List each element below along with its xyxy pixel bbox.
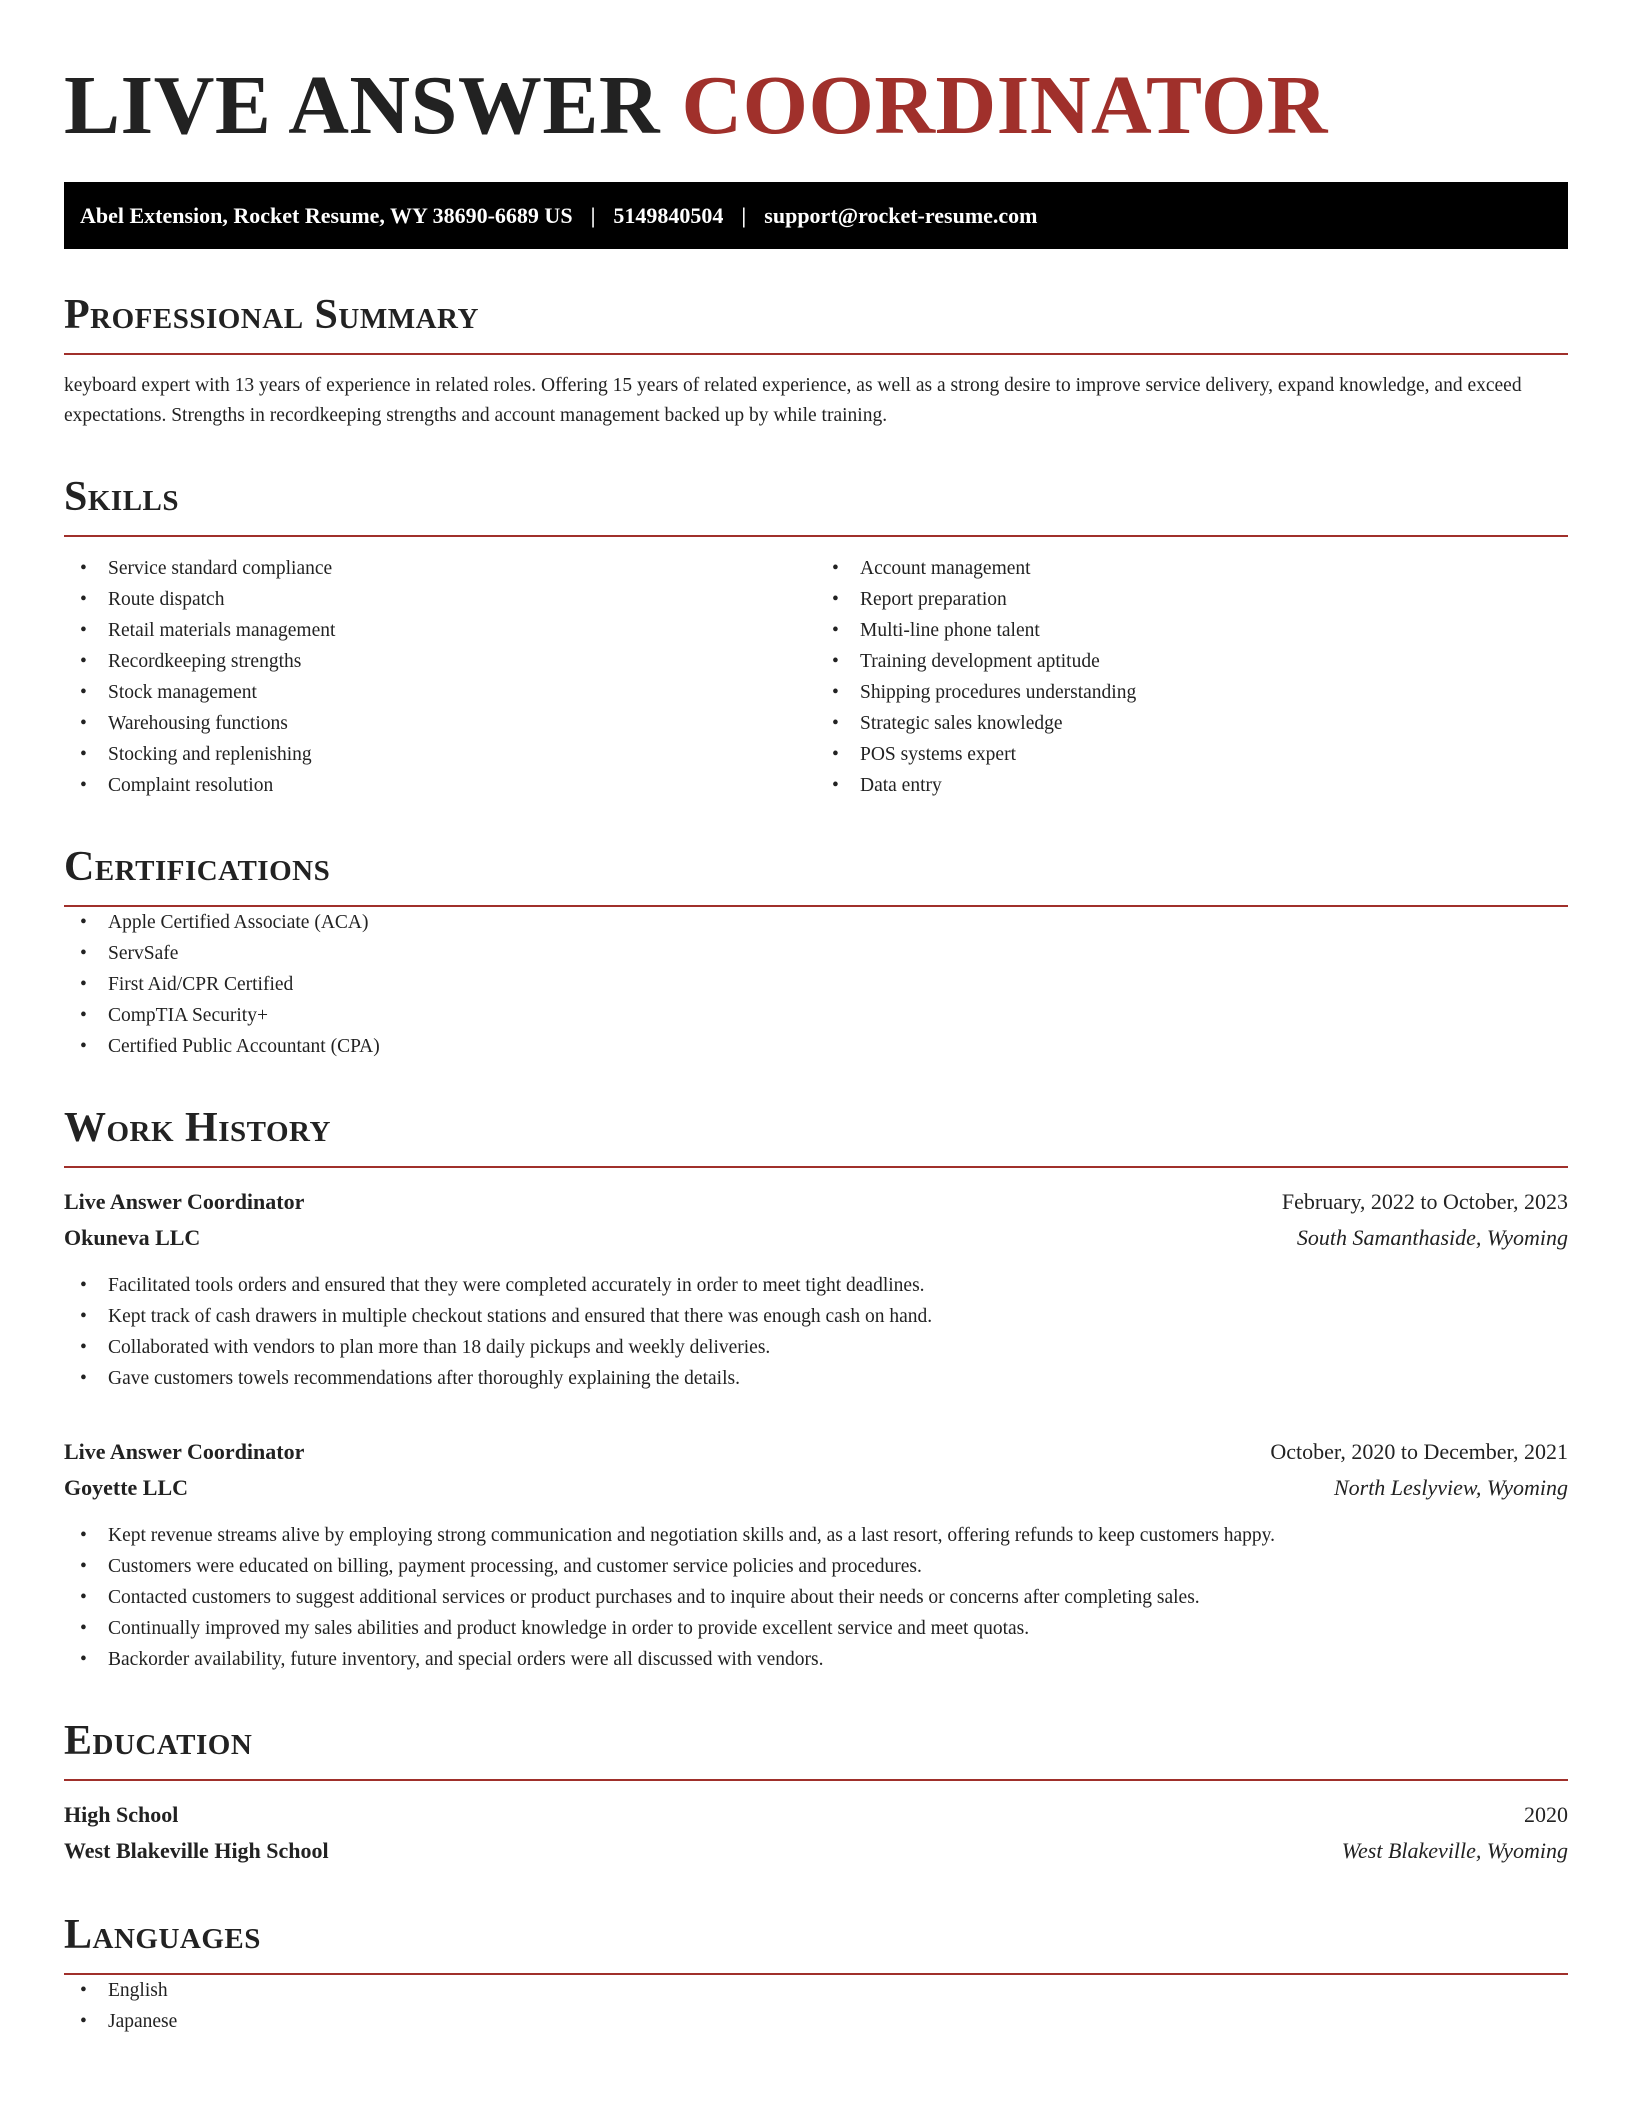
education-location: West Blakeville, Wyoming: [1341, 1838, 1568, 1863]
languages-section: [64, 1911, 1568, 2037]
skill-item-text: Training development aptitude: [860, 651, 1100, 672]
skill-item-text: Retail materials management: [108, 620, 336, 641]
skill-item-text: Stocking and replenishing: [108, 744, 312, 765]
skill-item-text: Stock management: [108, 682, 257, 703]
bullet-icon: •: [80, 1036, 87, 1057]
job-bullet-text: Kept track of cash drawers in multiple checkout stations and ensured that there was enough cash on hand.: [108, 1306, 933, 1327]
skills-section: [64, 473, 1568, 801]
skill-item: [816, 584, 1568, 615]
job-bullets: [64, 1520, 1568, 1675]
skill-item-text: Service standard compliance: [108, 558, 333, 579]
bullet-icon: •: [832, 775, 839, 796]
resume-name: [64, 58, 1568, 154]
certifications-list: [64, 907, 1568, 1062]
bullet-icon: •: [80, 558, 87, 579]
skill-item-text: Complaint resolution: [108, 775, 274, 796]
education-section: [64, 1717, 1568, 1869]
bullet-icon: •: [80, 1368, 87, 1389]
skill-item: [64, 708, 816, 739]
skill-item: [816, 677, 1568, 708]
job-dates: October, 2020 to December, 2021: [1270, 1439, 1568, 1464]
skill-item: [816, 739, 1568, 770]
job-bullet-text: Collaborated with vendors to plan more than 18 daily pickups and weekly deliveries.: [108, 1337, 771, 1358]
bullet-icon: •: [80, 1275, 87, 1296]
bullet-icon: •: [80, 2011, 87, 2032]
job-bullet: [64, 1551, 1568, 1582]
certification-item: [64, 1031, 1568, 1062]
skill-item-text: Route dispatch: [108, 589, 225, 610]
bullet-icon: •: [832, 620, 839, 641]
language-item: [64, 2006, 1568, 2037]
education-degree: High School: [64, 1802, 179, 1827]
contact-separator: |: [741, 202, 747, 228]
bullet-icon: •: [80, 775, 87, 796]
education-entry: [64, 1797, 1568, 1869]
bullet-icon: •: [80, 713, 87, 734]
section-title: Certifications: [64, 843, 1568, 907]
section-title: Professional Summary: [64, 291, 1568, 355]
bullet-icon: •: [80, 1556, 87, 1577]
education-school: West Blakeville High School: [64, 1838, 329, 1863]
certification-item: [64, 938, 1568, 969]
section-title: Education: [64, 1717, 1568, 1781]
certification-item-text: ServSafe: [108, 943, 179, 964]
job-location: North Leslyview, Wyoming: [1333, 1475, 1568, 1500]
bullet-icon: •: [832, 744, 839, 765]
bullet-icon: •: [80, 912, 87, 933]
bullet-icon: •: [80, 651, 87, 672]
skill-item: [816, 708, 1568, 739]
certification-item-text: Apple Certified Associate (ACA): [108, 912, 369, 933]
bullet-icon: •: [832, 589, 839, 610]
job-bullet: [64, 1363, 1568, 1394]
skill-item-text: Report preparation: [860, 589, 1007, 610]
certification-item: [64, 969, 1568, 1000]
summary-text: keyboard expert with 13 years of experience in related roles. Offering 15 years of related experience, as well as a strong desire to improve service delivery, expand knowledge, and exceed expectations. Strengths in recordkeeping strengths and account management backed up by while training.: [64, 375, 1522, 426]
certifications-section: [64, 843, 1568, 1062]
job-bullet-text: Customers were educated on billing, payment processing, and customer service policies and procedures.: [108, 1556, 922, 1577]
skill-item: [816, 553, 1568, 584]
bullet-icon: •: [80, 1306, 87, 1327]
job-company: Goyette LLC: [64, 1475, 189, 1500]
language-item-text: English: [108, 1980, 168, 2001]
skill-item: [816, 770, 1568, 801]
job-bullet-text: Gave customers towels recommendations after thoroughly explaining the details.: [108, 1368, 740, 1389]
skill-item: [64, 553, 816, 584]
job-bullets: [64, 1270, 1568, 1394]
job-entry: [64, 1434, 1568, 1675]
summary-section: [64, 291, 1568, 431]
job-bullet-text: Continually improved my sales abilities and product knowledge in order to provide excellent service and meet quotas.: [108, 1618, 1030, 1639]
bullet-icon: •: [80, 1337, 87, 1358]
skill-item-text: Multi-line phone talent: [860, 620, 1040, 641]
education-year: 2020: [1524, 1802, 1568, 1827]
section-title: Work History: [64, 1104, 1568, 1168]
job-bullet-text: Kept revenue streams alive by employing strong communication and negotiation skills and, as a last resort, offering refunds to keep customers happy.: [108, 1525, 1276, 1546]
certification-item-text: CompTIA Security+: [108, 1005, 268, 1026]
job-bullet-text: Backorder availability, future inventory, and special orders were all discussed with vendors.: [108, 1649, 824, 1670]
skill-item-text: Recordkeeping strengths: [108, 651, 302, 672]
skill-item-text: Account management: [860, 558, 1031, 579]
certification-item-text: First Aid/CPR Certified: [108, 974, 294, 995]
job-bullet: [64, 1301, 1568, 1332]
job-bullet: [64, 1582, 1568, 1613]
certification-item-text: Certified Public Accountant (CPA): [108, 1036, 380, 1057]
skill-item-text: POS systems expert: [860, 744, 1016, 765]
skill-item: [816, 646, 1568, 677]
skill-item: [64, 646, 816, 677]
bullet-icon: •: [80, 1649, 87, 1670]
job-bullet-text: Facilitated tools orders and ensured that they were completed accurately in order to meet tight deadlines.: [108, 1275, 925, 1296]
bullet-icon: •: [80, 1618, 87, 1639]
job-bullet: [64, 1270, 1568, 1301]
skill-item: [64, 770, 816, 801]
contact-separator: |: [590, 202, 596, 228]
bullet-icon: •: [80, 974, 87, 995]
skill-item-text: Shipping procedures understanding: [860, 682, 1137, 703]
bullet-icon: •: [80, 620, 87, 641]
bullet-icon: •: [80, 1525, 87, 1546]
skill-item: [64, 739, 816, 770]
bullet-icon: •: [832, 651, 839, 672]
job-dates: February, 2022 to October, 2023: [1281, 1189, 1568, 1214]
job-company: Okuneva LLC: [64, 1225, 201, 1250]
languages-list: [64, 1975, 1568, 2037]
skill-item-text: Data entry: [860, 775, 942, 796]
job-bullet: [64, 1613, 1568, 1644]
job-bullet: [64, 1644, 1568, 1675]
language-item: [64, 1975, 1568, 2006]
skill-item-text: Strategic sales knowledge: [860, 713, 1063, 734]
contact-phone: 5149840504: [613, 202, 724, 228]
bullet-icon: •: [80, 1005, 87, 1026]
section-title: Languages: [64, 1911, 1568, 1975]
language-item-text: Japanese: [108, 2011, 178, 2032]
bullet-icon: •: [80, 1587, 87, 1608]
skill-item: [816, 615, 1568, 646]
job-location: South Samanthaside, Wyoming: [1296, 1225, 1568, 1250]
skill-item: [64, 615, 816, 646]
bullet-icon: •: [80, 682, 87, 703]
bullet-icon: •: [832, 713, 839, 734]
job-bullet-text: Contacted customers to suggest additional services or product purchases and to inquire about their needs or concerns after completing sales.: [108, 1587, 1200, 1608]
bullet-icon: •: [80, 943, 87, 964]
job-entry: [64, 1184, 1568, 1394]
skills-left-list: [64, 553, 816, 801]
contact-address: Abel Extension, Rocket Resume, WY 38690-6689 US: [80, 202, 573, 228]
work-history-section: [64, 1104, 1568, 1675]
skill-item: [64, 677, 816, 708]
contact-bar: [64, 182, 1568, 249]
skill-item: [64, 584, 816, 615]
name-first: LIVE ANSWER: [64, 59, 661, 152]
contact-email: support@rocket-resume.com: [764, 202, 1038, 228]
certification-item: [64, 1000, 1568, 1031]
section-title: Skills: [64, 473, 1568, 537]
job-bullet: [64, 1520, 1568, 1551]
job-role: Live Answer Coordinator: [64, 1439, 305, 1464]
skills-grid: [64, 553, 1568, 801]
name-last: COORDINATOR: [681, 59, 1328, 152]
skills-right-list: [816, 553, 1568, 801]
certification-item: [64, 907, 1568, 938]
bullet-icon: •: [80, 744, 87, 765]
job-role: Live Answer Coordinator: [64, 1189, 305, 1214]
bullet-icon: •: [832, 682, 839, 703]
bullet-icon: •: [80, 1980, 87, 2001]
job-bullet: [64, 1332, 1568, 1363]
bullet-icon: •: [832, 558, 839, 579]
bullet-icon: •: [80, 589, 87, 610]
skill-item-text: Warehousing functions: [108, 713, 288, 734]
